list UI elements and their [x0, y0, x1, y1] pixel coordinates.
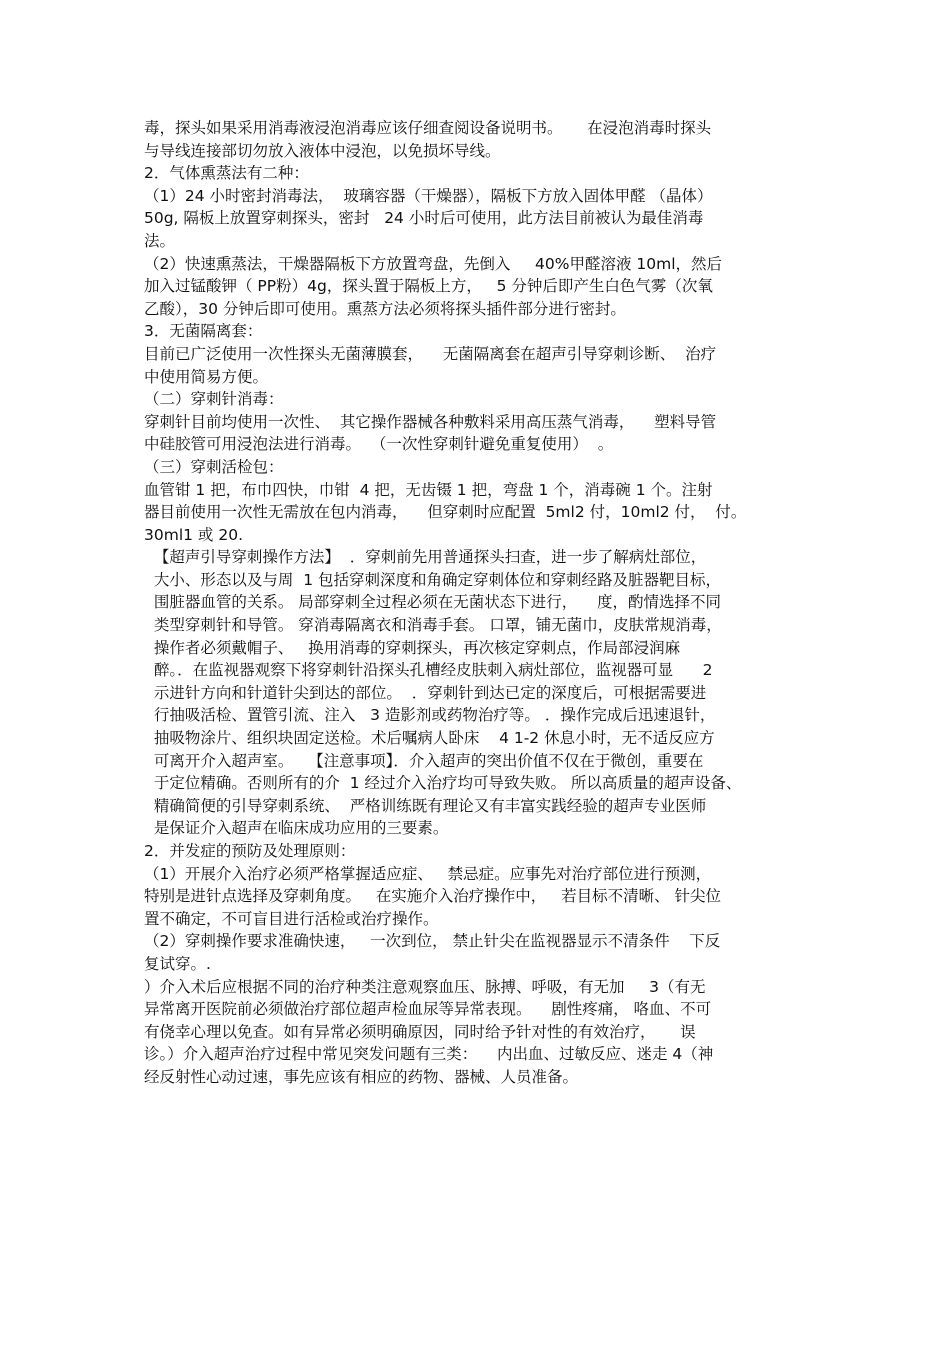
text-line: 类型穿刺针和导管。 穿消毒隔离衣和消毒手套。 口罩，铺无菌巾，皮肤常规消毒， — [144, 616, 722, 635]
text-line: 穿刺针目前均使用一次性、 其它操作器械各种敷料采用高压蒸气消毒， 塑料导管 — [144, 412, 717, 431]
text-line: 醉。．在监视器观察下将穿刺针沿探头孔槽经皮肤刺入病灶部位，监视器可显 2 — [144, 661, 713, 680]
text-line: 示进针方向和针道针尖到达的部位。 ．穿刺针到达已定的深度后，可根据需要进 — [144, 683, 707, 702]
text-line: （1）24 小时密封消毒法， 玻璃容器（干燥器），隔板下方放入固体甲醛 （晶体） — [144, 186, 713, 205]
text-line: 行抽吸活检、置管引流、注入 3 造影剂或药物治疗等。 ．操作完成后迅速退针， — [144, 706, 716, 725]
text-line: 操作者必须戴帽子、 换用消毒的穿刺探头，再次核定穿刺点，作局部浸润麻 — [144, 638, 681, 657]
section-heading: 3．无菌隔离套： — [144, 322, 263, 341]
text-line: ）介入术后应根据不同的治疗种类注意观察血压、脉搏、呼吸，有无加 3（有无 — [144, 977, 706, 996]
text-line: 抽吸物涂片、组织块固定送检。术后嘱病人卧床 4 1-2 休息小时，无不适反应方 — [144, 729, 715, 748]
text-line: 围脏器血管的关系。 局部穿刺全过程必须在无菌状态下进行， 度，酌情选择不同 — [144, 593, 721, 612]
text-line: 大小、形态以及与周 1 包括穿刺深度和角确定穿刺体位和穿刺经路及脏器靶目标， — [144, 570, 721, 589]
text-line: 特别是进针点选择及穿刺角度。 在实施介入治疗操作中， 若目标不清晰、 针尖位 — [144, 887, 721, 906]
text-line: 置不确定，不可盲目进行活检或治疗操作。 — [144, 909, 439, 928]
text-line: （2）穿刺操作要求准确快速， 一次到位， 禁止针尖在监视器显示不清条件 下反 — [144, 932, 721, 951]
section-heading: 2．气体熏蒸法有二种： — [144, 164, 309, 183]
text-line: 与导线连接部切勿放入液体中浸泡，以免损坏导线。 — [144, 141, 501, 160]
document-body — [144, 117, 810, 1089]
text-line: 【超声引导穿刺操作方法】 ．穿刺前先用普通探头扫查，进一步了解病灶部位， — [144, 548, 707, 567]
text-line: 中硅胶管可用浸泡法进行消毒。 （一次性穿刺针避免重复使用） 。 — [144, 435, 614, 454]
section-heading: （三）穿刺活检包： — [144, 457, 284, 476]
text-line: 是保证介入超声在临床成功应用的三要素。 — [144, 819, 449, 838]
text-line: 中使用简易方便。 — [144, 367, 269, 386]
text-line: 30ml1 或 20. — [144, 525, 243, 544]
text-line: 乙酸），30 分钟后即可使用。熏蒸方法必须将探头插件部分进行密封。 — [144, 299, 626, 318]
text-line: 50g, 隔板上放置穿刺探头，密封 24 小时后可使用，此方法目前被认为最佳消毒 — [144, 209, 704, 228]
text-line: 可离开介入超声室。 【注意事项】．介入超声的突出价值不仅在于微创，重要在 — [144, 751, 704, 770]
text-line: 器目前使用一次性无需放在包内消毒， 但穿刺时应配置 5ml2 付，10ml2 付， 付。 — [144, 503, 747, 522]
text-line: 于定位精确。否则所有的介 1 经过介入治疗均可导致失败。 所以高质量的超声设备、 — [144, 774, 742, 793]
section-heading: 2．并发症的预防及处理原则： — [144, 842, 356, 860]
text-line: 加入过锰酸钾（ PP粉）4g，探头置于隔板上方， 5 分钟后即产生白色气雾（次氧 — [144, 277, 713, 296]
text-line: （2）快速熏蒸法，干燥器隔板下方放置弯盘，先倒入 40%甲醛溶液 10ml，然后 — [144, 254, 723, 273]
text-line: 经反射性心动过速，事先应该有相应的药物、器械、人员准备。 — [144, 1067, 579, 1086]
text-line: （1）开展介入治疗必须严格掌握适应症、 禁忌症。应事先对治疗部位进行预测， — [144, 864, 712, 883]
section-heading: （二）穿刺针消毒： — [144, 390, 284, 409]
text-line: 目前已广泛使用一次性探头无菌薄膜套， 无菌隔离套在超声引导穿刺诊断、 治疗 — [144, 344, 717, 363]
text-line: 精确简便的引导穿刺系统、 严格训练既有理论又有丰富实践经验的超声专业医师 — [144, 796, 707, 815]
text-line: 法。 — [144, 231, 176, 250]
text-line: 有侥幸心理以免查。如有异常必须明确原因，同时给予针对性的有效治疗， 误 — [144, 1022, 696, 1041]
text-line: 复试穿。. — [144, 954, 211, 973]
text-line: 血管钳 1 把，布巾四快，巾钳 4 把，无齿镊 1 把，弯盘 1 个，消毒碗 1 个。注射 — [144, 480, 713, 499]
text-line: 异常离开医院前必须做治疗部位超声检血尿等异常表现。 剧性疼痛， 咯血、不可 — [144, 1000, 712, 1019]
text-line: 诊。）介入超声治疗过程中常见突发问题有三类： 内出血、过敏反应、迷走 4（神 — [144, 1045, 714, 1064]
text-line: 毒，探头如果采用消毒液浸泡消毒应该仔细查阅设备说明书。 在浸泡消毒时探头 — [144, 119, 712, 137]
